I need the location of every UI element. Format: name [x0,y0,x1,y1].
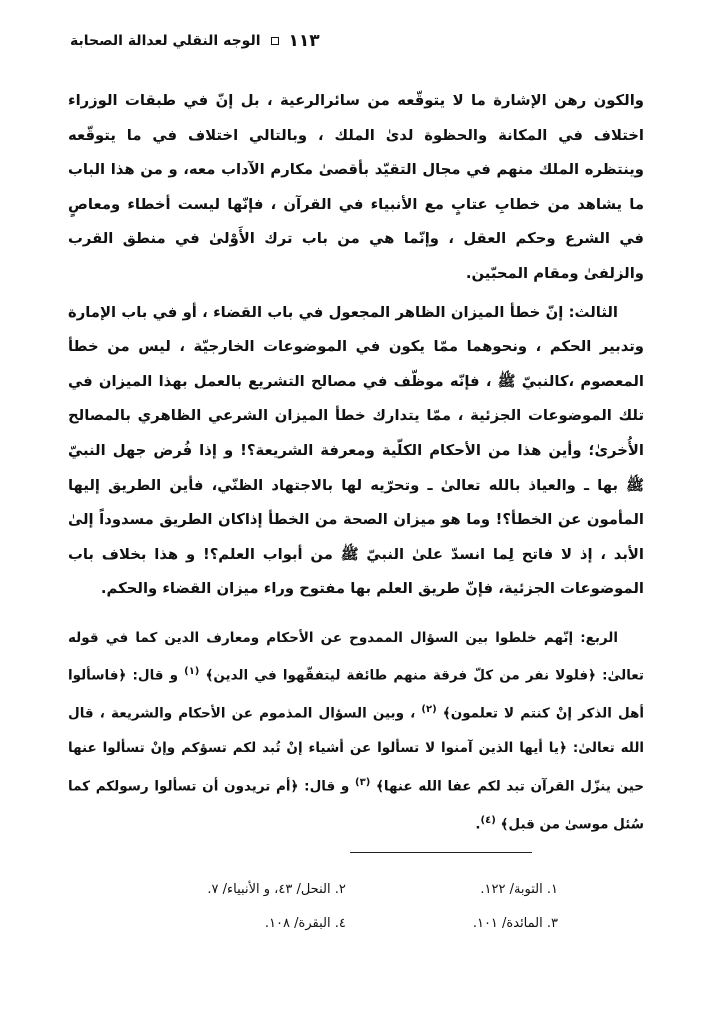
footnote-4: ٤. البقرة/ ١٠٨. [264,915,346,931]
paragraph-3 [68,621,644,842]
body-text [68,84,644,846]
para3-end: . [475,816,481,833]
footnote-marker-3: (٣) [355,776,371,788]
footnote-row [150,906,558,940]
footnote-row [150,872,558,906]
footnote-2: ٢. النحل/ ٤٣، و الأنبياء/ ٧. [207,881,346,897]
quote-4: ﴿أم تريدون أن تسألوا رسولكم كما سُئل موسىٰ من قبل﴾ [68,778,644,833]
para3-lead: الربع: إنّهم خلطوا بين السؤال الممدوح عن الأحكام ومعارف الدين كما في قوله تعالىٰ: [68,629,644,684]
quote-1: ﴿فلولا نفر من كلّ فرقة منهم طائفة ليتفقّهوا في الدين﴾ [205,667,596,684]
header-separator-square [271,37,279,45]
footnote-marker-4: (٤) [480,814,496,826]
paragraph-2: الثالث: إنّ خطأ الميزان الظاهر المجعول في باب القضاء ، أو في باب الإمارة وتدبير الحكم ، ونحوهما ممّا يكون في الموضوعات الخارجيّة ، ليس من خطأ المعصوم ،كالنبيّ ﷺ ، فإنّه موظّف في مصالح التشريع بالعمل بهذا الميزان في تلك الموضوعات الجزئية ، ممّا يتدارك خطأ الميزان الشرعي الظاهري بالمصالح الأُخرىٰ؛ وأين هذا من الأحكام الكلّية ومعرفة الشريعة؟! و إذا فُرض جهل النبيّ ﷺ بها ـ والعياذ بالله تعالىٰ ـ وتحرّيه لها بالاجتهاد الظنّي، فأين الطريق إليها المأمون عن الخطأ؟! وما هو ميزان الصحة من الخطأ إذاكان الطريق مسدوداً إلىٰ الأبد ، إذ لا فاتح لِما انسدّ علىٰ النبيّ ﷺ من أبواب العلم؟! و هذا بخلاف باب الموضوعات الجزئية، فإنّ طريق العلم بها مفتوح وراء ميزان القضاء والحكم. [68,303,644,598]
para3-mid: ، وبين السؤال المذموم عن الأحكام والشريعة ، قال الله تعالىٰ: [68,705,645,757]
footnote-1: ١. التوبة/ ١٢٢. [480,881,558,897]
quote-3: ﴿يا أيها الذين آمنوا لا تسألوا عن أشياء إنْ تُبد لكم تسؤكم وإنْ تسألوا عنها حين ينزّل القرآن تبد لكم عفا الله عنها﴾ [68,740,644,795]
quote-2: ﴿فاسألوا أهل الذكر إنْ كنتم لا تعلمون﴾ [68,667,645,722]
footnotes [150,872,558,940]
header-title: الوجه النقلي لعدالة الصحابة [70,33,261,49]
page-number: ١١٣ [288,31,320,51]
footnote-divider [350,852,532,853]
footnote-marker-2: (٢) [421,704,437,716]
and-said-2: و قال: [304,778,350,795]
paragraph-1: والكون رهن الإشارة ما لا يتوقّعه من سائرالرعية ، بل إنّ في طبقات الوزراء اختلاف في المكانة والحظوة لدىٰ الملك ، وبالتالي اختلاف في ما يتوقّعه وينتظره الملك منهم في مجال التقيّد بأقصىٰ مكارم الآداب معه، و من هذا الباب ما يشاهد من خطابِ عتابٍ مع الأنبياء في القرآن ، فإنّها ليست أخطاء ومعاصٍ في الشرع وحكم العقل ، وإنّما هي من باب ترك الأَوْلىٰ في منطق القرب والزلفىٰ ومقام المحبّين. [68,92,644,282]
and-said-1: و قال: [132,667,178,684]
footnote-marker-1: (١) [184,666,200,678]
running-header [70,28,646,54]
footnote-3: ٣. المائدة/ ١٠١. [472,915,558,931]
